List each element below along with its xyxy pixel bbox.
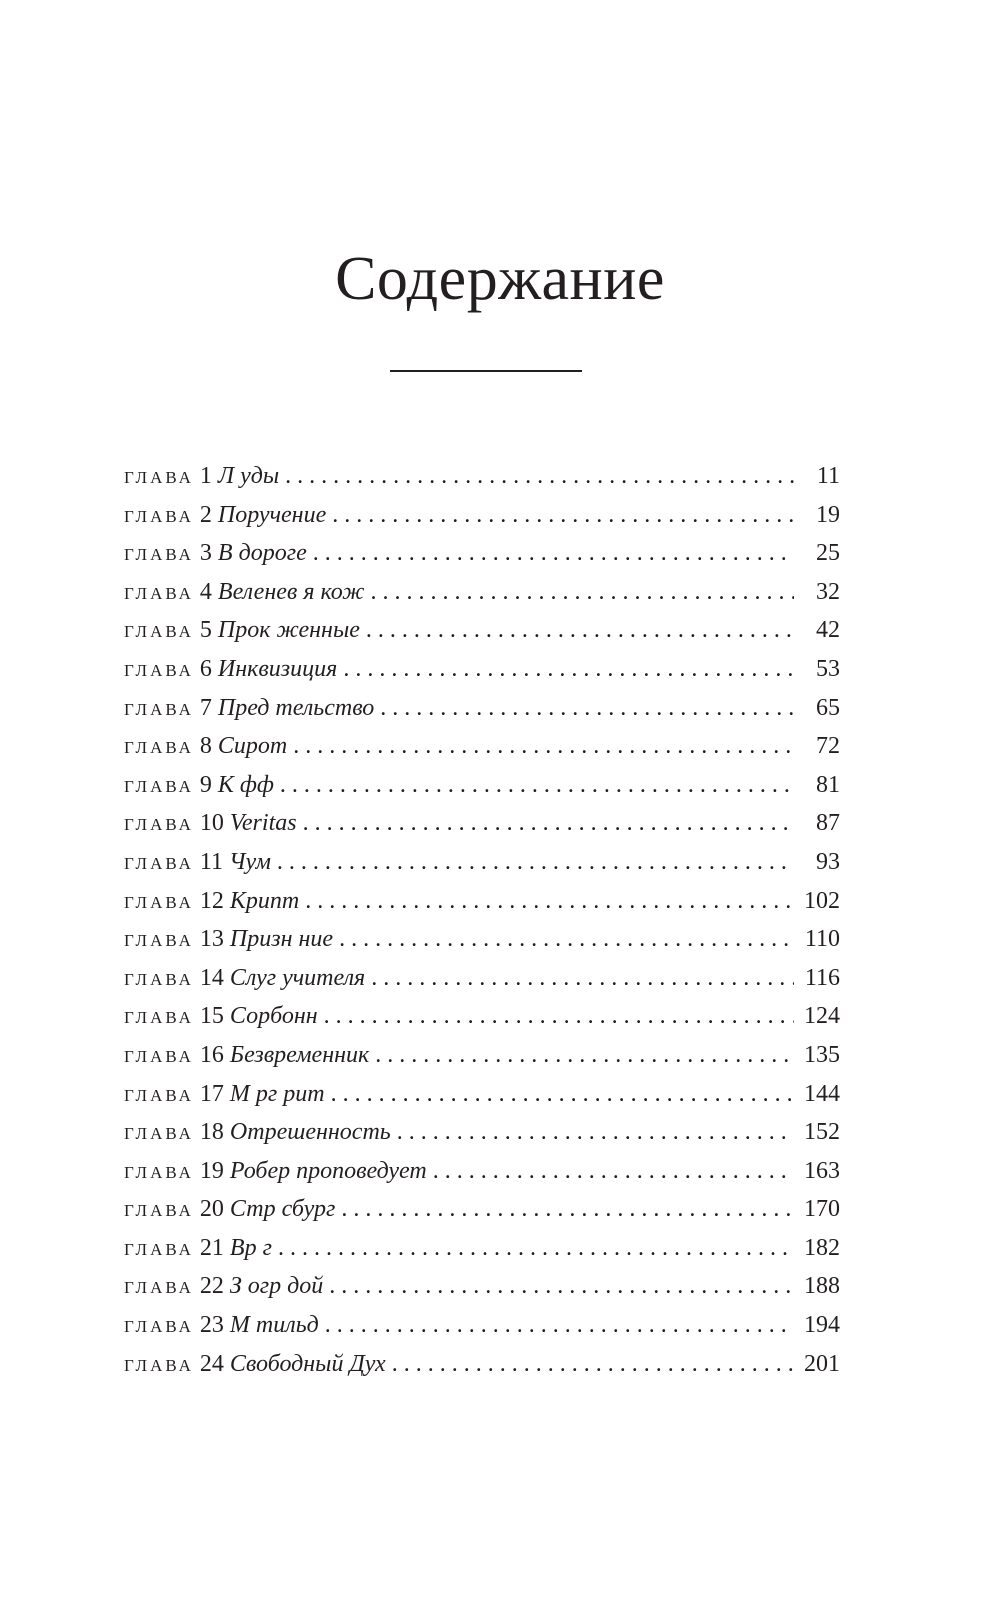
dot-leader: [278, 1235, 794, 1262]
chapter-number: 15: [199, 1003, 224, 1030]
chapter-title: Безвременник: [229, 1041, 370, 1068]
chapter-number: 7: [199, 694, 212, 721]
chapter-title: Сорбонн: [229, 1003, 318, 1030]
chapter-label: глава: [124, 501, 194, 528]
chapter-label: глава: [124, 1273, 194, 1300]
toc-entry: [124, 1312, 840, 1351]
page-number: 81: [816, 771, 840, 798]
chapter-title: Прок женные: [217, 617, 360, 644]
page-number: 152: [804, 1119, 840, 1146]
chapter-label: глава: [124, 1119, 194, 1146]
chapter-number: 4: [199, 578, 212, 605]
toc-entry: [124, 1235, 840, 1274]
dot-leader: [371, 965, 794, 992]
dot-leader: [339, 926, 794, 953]
chapter-title: Поручение: [217, 501, 327, 528]
chapter-number: 11: [199, 848, 224, 875]
page-number: 87: [816, 810, 840, 837]
page-number: 182: [804, 1234, 840, 1261]
page-number: 201: [804, 1350, 840, 1377]
chapter-label: глава: [124, 771, 194, 798]
page-number: 110: [804, 926, 840, 953]
toc-entry: [124, 502, 840, 541]
chapter-title: Свободный Дух: [229, 1350, 386, 1377]
page-number: 53: [816, 655, 840, 682]
chapter-title: Отрешенность: [229, 1119, 391, 1146]
chapter-title: Чум: [229, 848, 271, 875]
chapter-label: глава: [124, 1003, 194, 1030]
table-of-contents: [124, 463, 840, 1389]
page-number: 135: [804, 1041, 840, 1068]
page-number: 65: [816, 694, 840, 721]
chapter-number: 10: [199, 810, 224, 837]
chapter-number: 1: [199, 463, 212, 489]
chapter-number: 18: [199, 1119, 224, 1146]
chapter-title: Призн ние: [229, 926, 334, 953]
toc-entry: [124, 1081, 840, 1120]
chapter-title: Veritas: [229, 810, 297, 837]
chapter-label: глава: [124, 964, 194, 991]
chapter-title: Слуг учителя: [229, 964, 366, 991]
dot-leader: [293, 733, 794, 760]
chapter-label: глава: [124, 1350, 194, 1377]
chapter-label: глава: [124, 1312, 194, 1339]
chapter-title: В дороге: [217, 540, 307, 567]
chapter-number: 9: [199, 771, 212, 798]
dot-leader: [313, 540, 794, 567]
page-number: 163: [804, 1157, 840, 1184]
chapter-title: Вр г: [229, 1234, 272, 1261]
dot-leader: [277, 849, 794, 876]
page-number: 194: [804, 1312, 840, 1339]
chapter-number: 5: [199, 617, 212, 644]
chapter-label: глава: [124, 926, 194, 953]
chapter-number: 3: [199, 540, 212, 567]
dot-leader: [280, 772, 794, 799]
chapter-title: К фф: [217, 771, 274, 798]
page-number: 42: [816, 617, 840, 644]
toc-entry: [124, 1158, 840, 1197]
page-number: 32: [816, 578, 840, 605]
chapter-label: глава: [124, 1157, 194, 1184]
toc-entry: [124, 463, 840, 502]
toc-entry: [124, 1042, 840, 1081]
chapter-number: 16: [199, 1041, 224, 1068]
chapter-label: глава: [124, 694, 194, 721]
toc-entry: [124, 888, 840, 927]
toc-entry: [124, 926, 840, 965]
page-number: 25: [816, 540, 840, 567]
dot-leader: [380, 695, 794, 722]
chapter-label: глава: [124, 617, 194, 644]
chapter-title: Пред тельство: [217, 694, 375, 721]
dot-leader: [331, 1081, 794, 1108]
chapter-number: 8: [199, 733, 212, 760]
chapter-label: глава: [124, 887, 194, 914]
chapter-number: 6: [199, 655, 212, 682]
chapter-title: З огр дой: [229, 1273, 324, 1300]
chapter-number: 2: [199, 501, 212, 528]
chapter-label: глава: [124, 1080, 194, 1107]
toc-entry: [124, 1273, 840, 1312]
toc-entry: [124, 733, 840, 772]
toc-entry: [124, 656, 840, 695]
dot-leader: [343, 656, 794, 683]
toc-entry: [124, 810, 840, 849]
chapter-label: глава: [124, 540, 194, 567]
chapter-label: глава: [124, 810, 194, 837]
chapter-label: глава: [124, 1196, 194, 1223]
dot-leader: [375, 1042, 794, 1069]
dot-leader: [329, 1273, 794, 1300]
page-number: 188: [804, 1273, 840, 1300]
page-number: 170: [804, 1196, 840, 1223]
dot-leader: [392, 1351, 794, 1378]
dot-leader: [325, 1312, 794, 1339]
chapter-number: 22: [199, 1273, 224, 1300]
chapter-number: 13: [199, 926, 224, 953]
chapter-label: глава: [124, 655, 194, 682]
dot-leader: [397, 1119, 794, 1146]
toc-entry: [124, 579, 840, 618]
toc-entry: [124, 1351, 840, 1390]
dot-leader: [433, 1158, 794, 1185]
chapter-number: 12: [199, 887, 224, 914]
dot-leader: [303, 810, 794, 837]
toc-entry: [124, 965, 840, 1004]
chapter-label: глава: [124, 848, 194, 875]
toc-entry: [124, 849, 840, 888]
dot-leader: [305, 888, 794, 915]
page-number: 124: [804, 1003, 840, 1030]
chapter-number: 19: [199, 1157, 224, 1184]
page-title: Содержание: [335, 245, 665, 313]
dot-leader: [332, 502, 794, 529]
chapter-title: М тильд: [229, 1312, 319, 1339]
toc-entry: [124, 1003, 840, 1042]
page-number: 93: [816, 848, 840, 875]
dot-leader: [366, 617, 794, 644]
chapter-number: 24: [199, 1350, 224, 1377]
toc-entry: [124, 695, 840, 734]
chapter-label: глава: [124, 578, 194, 605]
chapter-number: 20: [199, 1196, 224, 1223]
chapter-title: Сирот: [217, 733, 288, 760]
toc-entry: [124, 1119, 840, 1158]
chapter-title: Инквизиция: [217, 655, 338, 682]
chapter-title: М рг рит: [229, 1080, 325, 1107]
chapter-label: глава: [124, 733, 194, 760]
chapter-number: 23: [199, 1312, 224, 1339]
chapter-title: Л уды: [217, 463, 280, 489]
toc-entry: [124, 540, 840, 579]
chapter-number: 17: [199, 1080, 224, 1107]
chapter-number: 14: [199, 964, 224, 991]
chapter-label: глава: [124, 1041, 194, 1068]
page-number: 116: [804, 964, 840, 991]
page-number: 102: [804, 887, 840, 914]
page-number: 72: [816, 733, 840, 760]
toc-entry: [124, 772, 840, 811]
dot-leader: [371, 579, 794, 606]
chapter-title: Робер проповедует: [229, 1157, 427, 1184]
chapter-number: 21: [199, 1234, 224, 1261]
chapter-title: Веленев я кож: [217, 578, 365, 605]
chapter-title: Стр сбург: [229, 1196, 336, 1223]
toc-entry: [124, 1196, 840, 1235]
chapter-label: глава: [124, 1234, 194, 1261]
toc-entry: [124, 617, 840, 656]
title-divider: [390, 370, 582, 372]
dot-leader: [285, 463, 794, 490]
chapter-label: глава: [124, 463, 194, 489]
dot-leader: [341, 1196, 794, 1223]
dot-leader: [324, 1003, 794, 1030]
chapter-title: Крипт: [229, 887, 300, 914]
page-number: 144: [804, 1080, 840, 1107]
page-number: 11: [816, 463, 840, 489]
page-number: 19: [816, 501, 840, 528]
